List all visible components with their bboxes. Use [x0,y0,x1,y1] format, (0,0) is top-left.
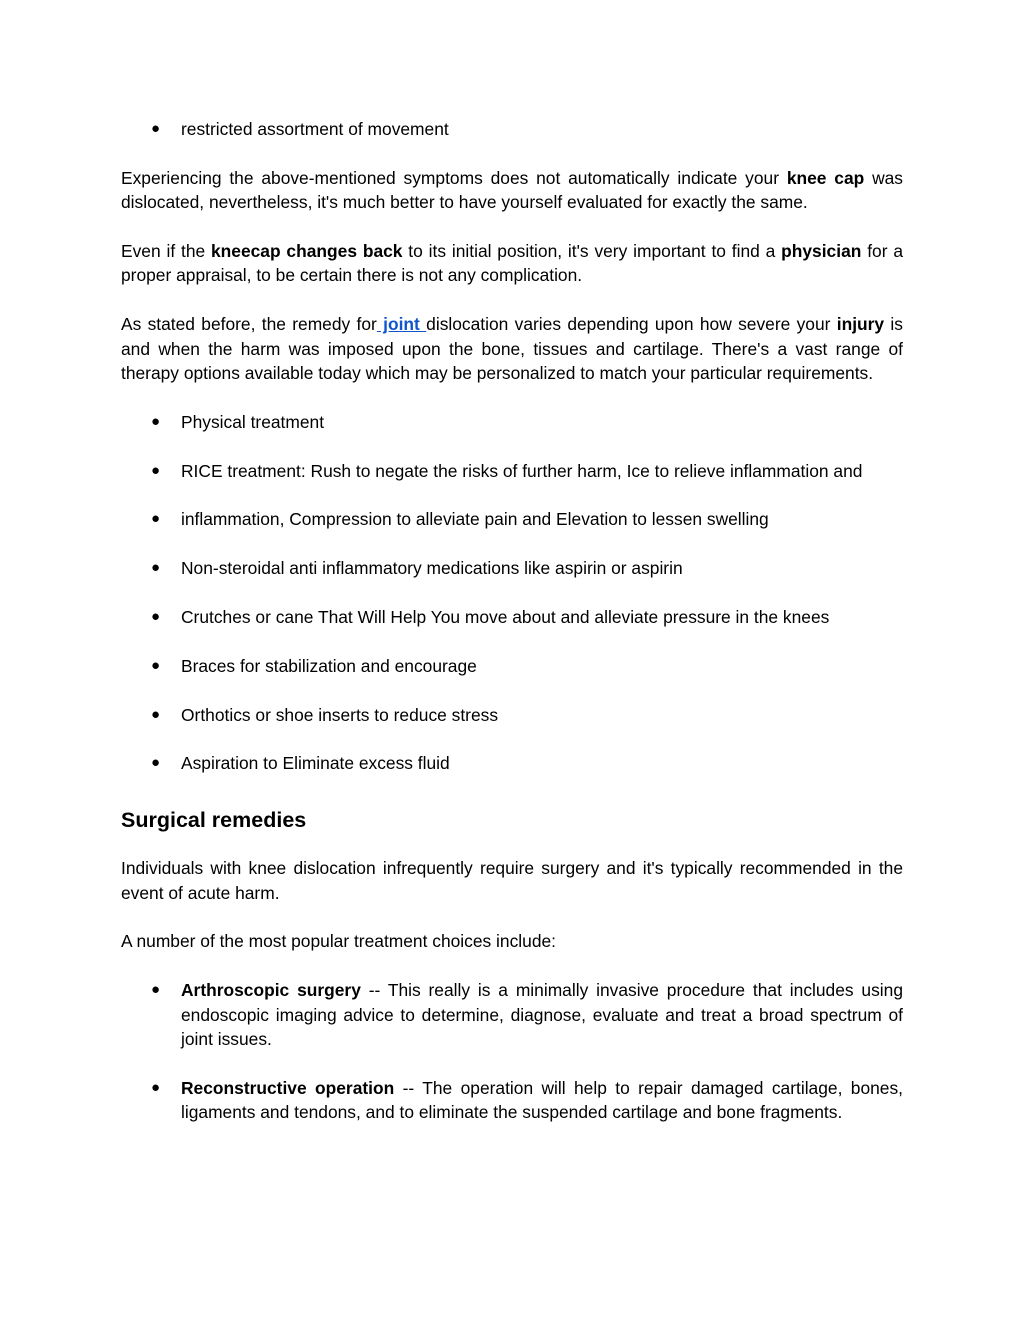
bullet-icon: ● [151,656,161,674]
list-item [121,117,903,141]
text-span: for a proper appraisal, to be certain there is not any complication. [121,241,903,286]
text-span: was dislocated, nevertheless, it's much better to have yourself evaluated for exactly the same. [121,167,903,213]
paragraph-remedy-intro [121,312,903,385]
bullet-icon: ● [151,120,161,137]
text-span: Experiencing the above-mentioned symptoms does not automatically indicate your [121,167,787,188]
list-item-text: inflammation, Compression to alleviate pain and Elevation to lessen swelling [181,509,769,530]
list-item [121,703,903,727]
bullet-icon: ● [151,1078,161,1096]
list-item-text: -- This really is a minimally invasive procedure that includes using endoscopic imaging advice to determine, diagnose, evaluate and treat a broad spectrum of joint issues. [181,980,903,1049]
list-item-text: restricted assortment of movement [181,119,449,139]
list-item-text: -- The operation will help to repair damaged cartilage, bones, ligaments and tendons, and to eliminate the suspended cartilage and bone fragments. [181,1077,903,1123]
paragraph-treatment-choices: A number of the most popular treatment choices include: [121,931,557,952]
bold-text: kneecap changes back [211,241,403,261]
bullet-icon: ● [151,510,161,528]
bullet-icon: ● [151,559,161,577]
list-item [121,605,903,629]
bullet-icon: ● [151,754,161,772]
text-span: to its initial position, it's very important to find a [402,241,782,261]
bullet-icon: ● [151,461,161,479]
list-item [121,654,903,678]
paragraph-surgery-intro: Individuals with knee dislocation infrequently require surgery and it's typically recommended in the event of acute harm. [121,858,903,903]
bullet-icon: ● [151,412,161,430]
joint-link[interactable]: joint [376,314,427,335]
list-item [121,751,903,775]
bold-text: knee cap [786,167,865,188]
list-item-text: RICE treatment: Rush to negate the risks of further harm, Ice to relieve inflammation and [181,460,863,481]
list-item-text: Non-steroidal anti inflammatory medications like aspirin or aspirin [181,558,683,579]
paragraph-physician-note [121,239,903,288]
list-item-text: Aspiration to Eliminate excess fluid [181,753,450,774]
surgery-list [121,978,903,1124]
list-item-text: Orthotics or shoe inserts to reduce stress [181,704,499,725]
symptom-list [121,117,903,141]
bold-text: Reconstructive operation [181,1077,395,1098]
bold-text: physician [781,241,862,261]
text-span: is and when the harm was imposed upon the bone, tissues and cartilage. There's a vast range of therapy options available today which may be personalized to match your particular requirements. [121,314,903,384]
list-item [121,556,903,580]
section-heading: Surgical remedies [121,808,307,833]
list-item [121,410,903,434]
list-item [121,978,903,1051]
text-span: dislocation varies depending upon how severe your [426,314,837,335]
bullet-icon: ● [151,608,161,625]
paragraph-symptoms-note [121,166,903,215]
bullet-icon: ● [151,981,161,999]
bold-text: Arthroscopic surgery [181,980,361,1001]
treatment-list [121,410,903,776]
list-item-text: Physical treatment [181,411,325,432]
list-item-text: Crutches or cane That Will Help You move about and alleviate pressure in the knees [181,607,830,627]
document-body [121,117,903,1149]
list-item-text: Braces for stabilization and encourage [181,655,477,676]
list-item [121,459,903,483]
text-span: Even if the [121,241,211,261]
list-item [121,507,903,531]
bullet-icon: ● [151,705,161,723]
bold-text: injury [836,314,885,335]
text-span: As stated before, the remedy for [121,314,377,335]
list-item [121,1076,903,1125]
